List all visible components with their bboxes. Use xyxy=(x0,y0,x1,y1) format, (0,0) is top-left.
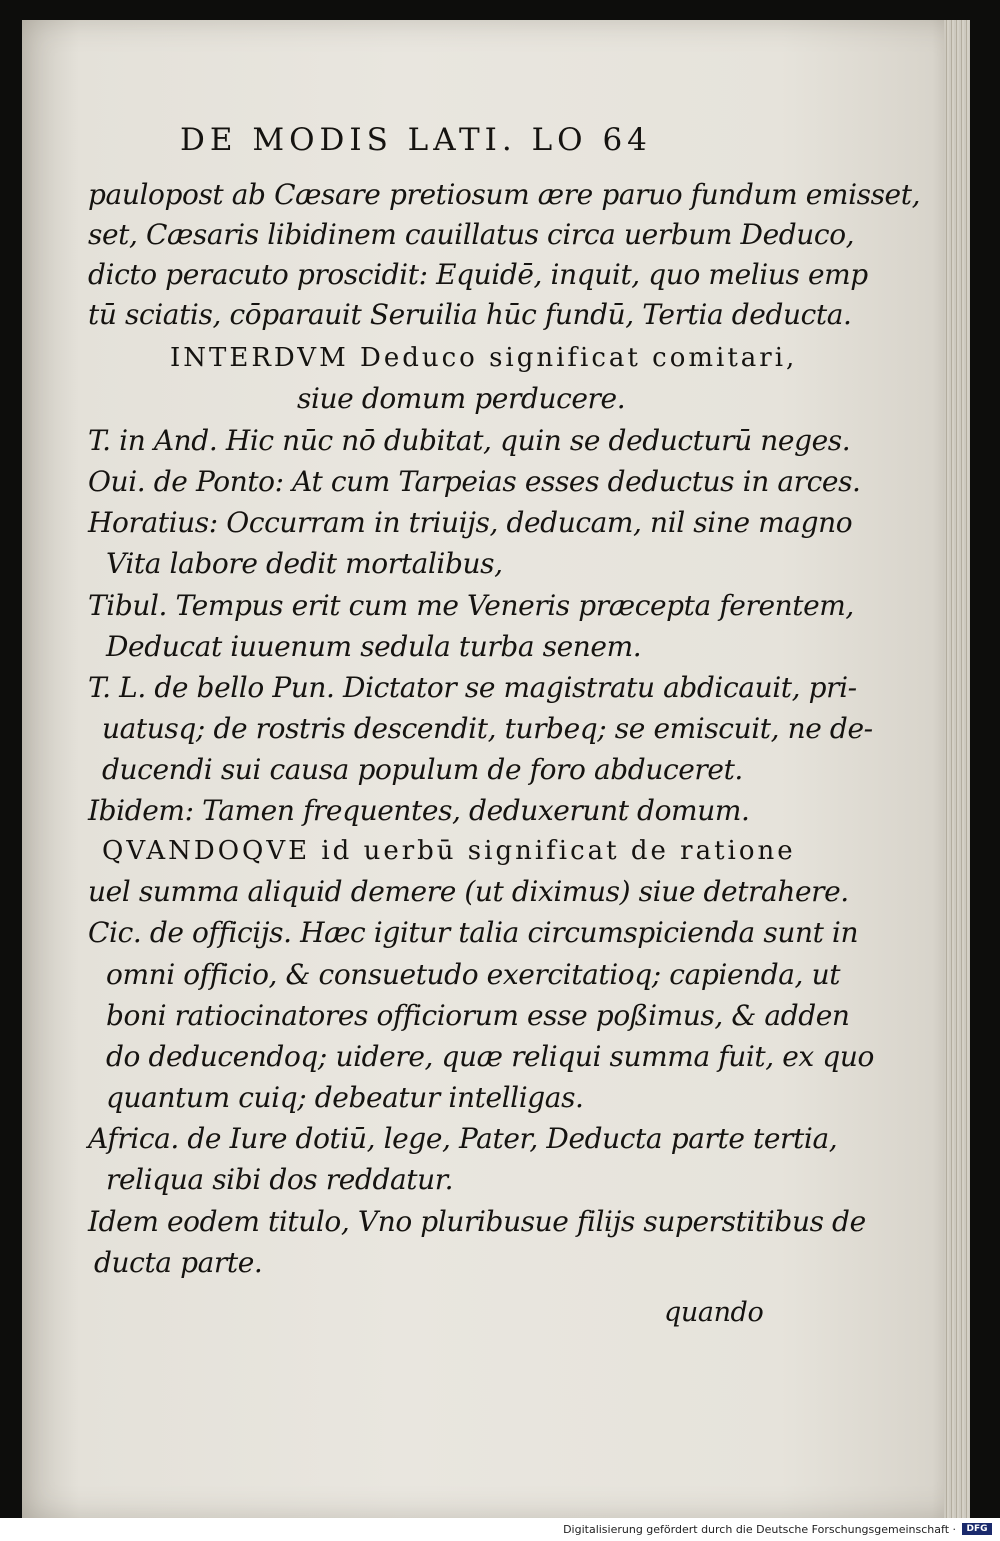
text-line-17: QVANDOQVE id uerbū significat de ratione xyxy=(102,836,796,866)
dfg-logo: DFG xyxy=(962,1523,992,1535)
text-line-3: dicto peracuto proscidit: Equidē, inquit, quo melius emp xyxy=(88,258,868,291)
text-line-12: Deducat iuuenum sedula turba senem. xyxy=(106,630,642,663)
text-line-2: set, Cæsaris libidinem cauillatus circa uerbum Deduco, xyxy=(88,218,855,251)
text-line-26: Idem eodem titulo, Vno pluribusue filijs superstitibus de xyxy=(88,1205,866,1238)
funding-notice: Digitalisierung gefördert durch die Deutsche Forschungsgemeinschaft · xyxy=(563,1523,956,1536)
text-line-24: Africa. de Iure dotiū, lege, Pater, Deducta parte tertia, xyxy=(88,1122,838,1155)
footer-bar xyxy=(0,1518,1000,1541)
text-line-4: tū sciatis, cōparauit Seruilia hūc fundū, Tertia deducta. xyxy=(88,298,852,331)
text-line-10: Vita labore dedit mortalibus, xyxy=(106,547,503,580)
running-header: DE MODIS LATI. LO 64 xyxy=(180,122,652,158)
text-line-9: Horatius: Occurram in triuijs, deducam, nil sine magno xyxy=(88,506,853,539)
text-line-27: ducta parte. xyxy=(94,1246,263,1279)
text-line-18: uel summa aliquid demere (ut diximus) siue detrahere. xyxy=(88,875,849,908)
text-line-22: do deducendoq; uidere, quæ reliqui summa fuit, ex quo xyxy=(106,1040,874,1073)
book-page xyxy=(22,20,970,1518)
text-line-7: T. in And. Hic nūc nō dubitat, quin se deducturū neges. xyxy=(88,424,851,457)
text-line-11: Tibul. Tempus erit cum me Veneris præcepta ferentem, xyxy=(88,589,854,622)
text-line-13: T. L. de bello Pun. Dictator se magistratu abdicauit, pri- xyxy=(88,671,857,704)
page-text xyxy=(22,20,970,1518)
text-line-21: boni ratiocinatores officiorum esse poßimus, & adden xyxy=(106,999,850,1032)
text-line-6: siue domum perducere. xyxy=(297,382,626,415)
text-line-1: paulopost ab Cæsare pretiosum ære paruo fundum emisset, xyxy=(88,178,921,211)
text-line-23: quantum cuiq; debeatur intelligas. xyxy=(106,1081,584,1114)
text-line-5: INTERDVM Deduco significat comitari, xyxy=(170,343,798,373)
text-line-14: uatusq; de rostris descendit, turbeq; se emiscuit, ne de- xyxy=(102,712,873,745)
catchword: quando xyxy=(664,1297,764,1328)
text-line-19: Cic. de officijs. Hæc igitur talia circumspicienda sunt in xyxy=(88,916,859,949)
text-line-15: ducendi sui causa populum de foro abduceret. xyxy=(102,753,743,786)
text-line-8: Oui. de Ponto: At cum Tarpeias esses deductus in arces. xyxy=(88,465,861,498)
text-line-20: omni officio, & consuetudo exercitatioq; capienda, ut xyxy=(106,958,841,991)
text-line-25: reliqua sibi dos reddatur. xyxy=(106,1163,454,1196)
text-line-16: Ibidem: Tamen frequentes, deduxerunt domum. xyxy=(88,794,750,827)
